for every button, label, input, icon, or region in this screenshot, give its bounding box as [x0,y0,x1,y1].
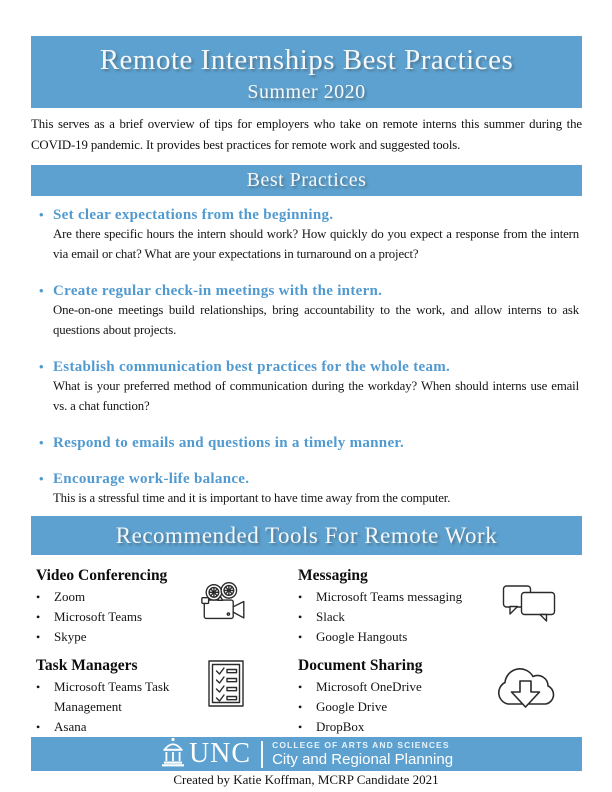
bullet-dot-icon: • [39,471,44,486]
tool-category-messaging [298,567,582,647]
unc-old-well-icon [160,737,186,772]
bullet-dot-icon: • [298,720,303,734]
tool-name: Asana [54,719,87,734]
tool-name: Google Hangouts [316,629,408,644]
list-item [298,627,582,647]
tool-category-title: Task Managers [36,657,138,674]
tool-name: Zoom [54,589,86,604]
practice-body: One-on-one meetings build relationships, bring accountability to the work, and allow interns to ask questions about projects. [53,303,579,337]
bullet-dot-icon: • [36,590,41,604]
bullet-dot-icon: • [39,207,44,222]
bullet-dot-icon: • [298,700,303,714]
practice-heading: Respond to emails and questions in a timely manner. [53,435,405,451]
tool-name: Microsoft Teams [54,609,143,624]
page-subtitle: Summer 2020 [247,81,366,103]
bullet-dot-icon: • [36,630,41,644]
tool-category-task-managers [36,657,298,737]
bullet-dot-icon: • [39,359,44,374]
cloud-download-icon [492,662,560,721]
list-item [39,434,579,452]
tools-banner-label: Recommended Tools For Remote Work [115,523,498,548]
tools-banner [31,516,582,555]
credit-line: Created by Katie Koffman, MCRP Candidate 2021 [173,772,439,787]
header-banner [31,36,582,108]
unc-logo [160,737,251,772]
best-practices-banner-label: Best Practices [246,169,367,191]
footer-department: City and Regional Planning [272,751,454,768]
practice-heading: Create regular check-in meetings with the intern. [53,283,383,299]
bullet-dot-icon: • [36,610,41,624]
list-item [39,470,579,508]
video-camera-icon [198,581,252,628]
best-practices-banner [31,165,582,196]
list-item [36,627,298,647]
list-item [36,677,298,717]
practice-body: Are there specific hours the intern should work? How quickly do you expect a response from the intern via email or chat? What are your expectations in turnaround on a project? [53,227,579,261]
practice-body: This is a stressful time and it is important to have time away from the computer. [53,491,451,505]
footer-banner [31,737,582,771]
checklist-icon [208,660,244,712]
tool-name: Skype [54,629,87,644]
bullet-dot-icon: • [36,720,41,734]
tool-category-title: Document Sharing [298,657,423,674]
tool-category-document-sharing [298,657,582,737]
tool-name: Microsoft OneDrive [316,679,422,694]
list-item [36,607,298,627]
practice-heading: Establish communication best practices for the whole team. [53,359,451,375]
bullet-dot-icon: • [298,610,303,624]
bullet-dot-icon: • [298,630,303,644]
best-practices-list [39,206,579,526]
list-item [36,587,298,607]
tool-name: Microsoft Teams messaging [316,589,463,604]
tool-category-video-conferencing [36,567,298,647]
tool-category-title: Messaging [298,567,368,584]
footer-divider [261,741,263,768]
bullet-dot-icon: • [36,680,41,694]
list-item [39,282,579,340]
tool-name: Google Drive [316,699,388,714]
list-item [36,717,298,737]
bullet-dot-icon: • [298,590,303,604]
practice-heading: Encourage work-life balance. [53,471,250,487]
list-item [39,358,579,416]
tool-name: DropBox [316,719,365,734]
footer-college: COLLEGE OF ARTS AND SCIENCES [272,740,450,750]
bullet-dot-icon: • [298,680,303,694]
tool-name: Microsoft Teams Task Management [54,679,170,714]
practice-body: What is your preferred method of communication during the workday? When should interns use email vs. a chat function? [53,379,579,413]
tool-name: Slack [316,609,345,624]
intro-paragraph: This serves as a brief overview of tips for employers who take on remote interns this summer during the COVID-19 pandemic. It provides best practices for remote work and suggested tools. [31,117,582,152]
unc-wordmark: UNC [188,738,252,769]
practice-heading: Set clear expectations from the beginning. [53,207,334,223]
list-item [39,206,579,264]
tools-grid [36,567,582,737]
page-title: Remote Internships Best Practices [99,44,514,76]
chat-bubbles-icon [500,583,558,628]
bullet-dot-icon: • [39,435,44,450]
tool-category-title: Video Conferencing [36,567,168,584]
bullet-dot-icon: • [39,283,44,298]
